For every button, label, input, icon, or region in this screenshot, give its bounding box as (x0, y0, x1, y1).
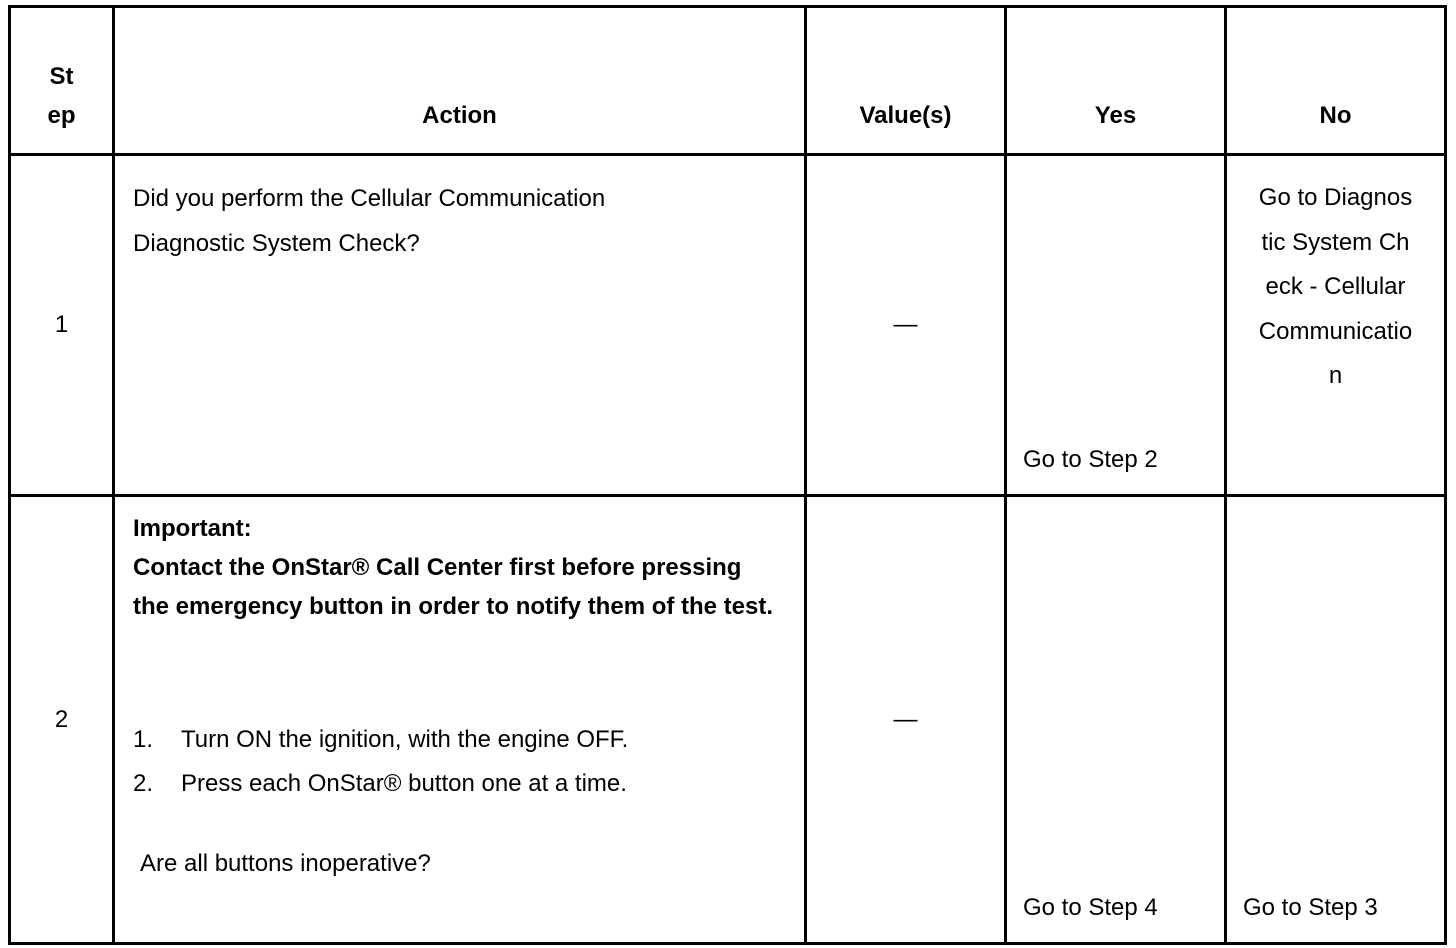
header-yes: Yes (1006, 7, 1226, 155)
table-row-step-2 (10, 496, 1446, 944)
list-item (133, 718, 786, 762)
no-text: Go to Diagnostic System Check - Cellular Communication (1258, 184, 1413, 389)
important-label: Important: (133, 515, 252, 542)
step-number: 2 (10, 496, 114, 944)
list-item-text: Turn ON the ignition, with the engine OFF. (181, 726, 629, 753)
step-number: 1 (10, 155, 114, 496)
header-no: No (1226, 7, 1446, 155)
list-item-text: Press each OnStar® button one at a time. (181, 770, 627, 797)
header-step: Step (10, 7, 114, 155)
yes-cell: Go to Step 4 (1006, 496, 1226, 944)
no-cell: Go to Step 3 (1226, 496, 1446, 944)
value-cell: — (806, 155, 1006, 496)
instruction-list (133, 718, 786, 806)
header-action: Action (114, 7, 806, 155)
diagnostic-table (8, 5, 1447, 945)
value-cell: — (806, 496, 1006, 944)
important-note (133, 509, 786, 626)
table-row-step-1 (10, 155, 1446, 496)
important-text: Contact the OnStar® Call Center first before pressing the emergency button in order to notify them of the test. (133, 554, 774, 620)
header-values: Value(s) (806, 7, 1006, 155)
action-text (114, 496, 806, 944)
list-item-number: 1. (133, 726, 154, 753)
action-text (114, 155, 806, 496)
list-item-number: 2. (133, 770, 154, 797)
action-question: Did you perform the Cellular Communication Diagnostic System Check? (133, 185, 606, 257)
header-row (10, 7, 1446, 155)
list-item (133, 762, 786, 806)
no-cell (1226, 155, 1446, 496)
action-question: Are all buttons inoperative? (140, 850, 431, 877)
yes-cell: Go to Step 2 (1006, 155, 1226, 496)
